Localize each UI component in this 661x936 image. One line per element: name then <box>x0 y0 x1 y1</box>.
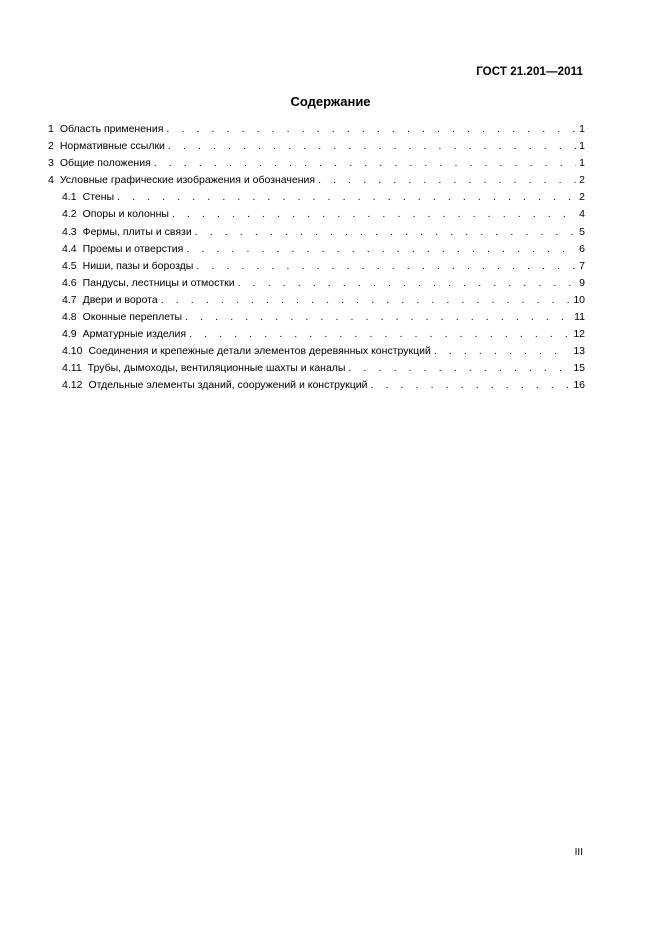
toc-entry-number: 4.11 <box>62 362 82 375</box>
toc-entry-page: 2 <box>579 191 585 204</box>
toc-subentry[interactable] <box>48 206 585 223</box>
toc-leader-dots <box>195 224 576 241</box>
toc-leader-dots <box>434 343 571 360</box>
toc-subentry[interactable] <box>48 377 585 394</box>
toc-entry-page: 7 <box>579 259 585 272</box>
toc-leader-dots <box>189 326 570 343</box>
toc-entry-page: 4 <box>579 208 585 221</box>
toc-entry-page: 15 <box>573 362 585 375</box>
toc-leader-dots <box>168 138 576 155</box>
toc-entry-label: Пандусы, лестницы и отмостки <box>82 276 235 289</box>
toc-entry-page: 1 <box>579 157 585 170</box>
toc-leader-dots <box>196 258 576 275</box>
toc-entry-number: 4.9 <box>62 328 77 341</box>
toc-entry-number: 2 <box>48 140 54 153</box>
table-of-contents <box>48 121 585 395</box>
toc-entry-number: 4.2 <box>62 208 77 221</box>
toc-leader-dots <box>318 172 576 189</box>
toc-entry-number: 4.6 <box>62 276 77 289</box>
toc-leader-dots <box>154 155 576 172</box>
toc-entry-label: Проемы и отверстия <box>82 242 184 255</box>
toc-title: Содержание <box>290 94 371 109</box>
toc-entry-number: 4.1 <box>62 191 77 204</box>
toc-entry-label: Нормативные ссылки <box>59 140 165 153</box>
toc-entry-label: Соединения и крепежные детали элементов деревянных конструкций <box>88 345 431 358</box>
toc-leader-dots <box>186 241 576 258</box>
toc-entry-label: Ниши, пазы и борозды <box>82 259 194 272</box>
toc-entry-number: 4.3 <box>62 225 77 238</box>
toc-entry-page: 16 <box>573 379 585 392</box>
toc-entry-label: Область применения <box>59 123 164 135</box>
toc-subentry[interactable] <box>48 343 585 360</box>
toc-entry[interactable] <box>48 172 585 189</box>
page-number: III <box>574 847 583 858</box>
toc-entry[interactable] <box>48 121 585 138</box>
toc-entry-number: 4 <box>48 174 54 187</box>
toc-entry-number: 4.7 <box>62 293 77 306</box>
toc-subentry[interactable] <box>48 241 585 258</box>
toc-entry-label: Отдельные элементы зданий, сооружений и конструкций <box>88 379 368 392</box>
toc-leader-dots <box>238 275 577 292</box>
toc-entry-number: 4.10 <box>62 345 83 358</box>
toc-leader-dots <box>185 309 571 326</box>
toc-entry-page: 12 <box>573 328 585 341</box>
toc-entry-label: Стены <box>82 191 115 204</box>
toc-subentry[interactable] <box>48 189 585 206</box>
toc-leader-dots <box>348 360 570 377</box>
toc-entry-page: 1 <box>579 123 585 135</box>
toc-entry-page: 10 <box>573 293 585 306</box>
toc-entry-label: Двери и ворота <box>82 293 158 306</box>
toc-leader-dots <box>370 377 570 394</box>
toc-entry-page: 1 <box>579 140 585 153</box>
toc-entry[interactable] <box>48 155 585 172</box>
toc-entry-page: 2 <box>579 174 585 187</box>
toc-entry-number: 3 <box>48 157 54 170</box>
toc-entry-label: Опоры и колонны <box>82 208 169 221</box>
toc-subentry[interactable] <box>48 275 585 292</box>
toc-entry-number: 4.8 <box>62 311 77 324</box>
toc-entry-number: 1 <box>48 123 54 135</box>
toc-leader-dots <box>117 189 576 206</box>
toc-subentry[interactable] <box>48 292 585 309</box>
document-code: ГОСТ 21.201—2011 <box>476 66 583 78</box>
toc-entry-number: 4.5 <box>62 259 77 272</box>
toc-entry-label: Оконные переплеты <box>82 311 183 324</box>
toc-entry-label: Арматурные изделия <box>82 328 187 341</box>
toc-entry-label: Трубы, дымоходы, вентиляционные шахты и каналы <box>87 362 346 375</box>
toc-entry-number: 4.4 <box>62 242 77 255</box>
toc-entry-number: 4.12 <box>62 379 83 392</box>
toc-subentry[interactable] <box>48 360 585 377</box>
toc-subentry[interactable] <box>48 258 585 275</box>
toc-entry-page: 5 <box>579 225 585 238</box>
toc-entry-page: 9 <box>579 276 585 289</box>
toc-entry-page: 6 <box>579 242 585 255</box>
toc-entry-label: Общие положения <box>59 157 151 170</box>
toc-entry-label: Фермы, плиты и связи <box>82 225 192 238</box>
toc-leader-dots <box>172 206 576 223</box>
toc-subentry[interactable] <box>48 326 585 343</box>
toc-leader-dots <box>166 121 576 138</box>
toc-subentry[interactable] <box>48 224 585 241</box>
toc-leader-dots <box>161 292 571 309</box>
toc-subentry[interactable] <box>48 309 585 326</box>
toc-entry-page: 13 <box>573 345 585 358</box>
toc-entry-page: 11 <box>574 311 585 324</box>
toc-entry-label: Условные графические изображения и обозначения <box>59 174 316 187</box>
toc-entry[interactable] <box>48 138 585 155</box>
